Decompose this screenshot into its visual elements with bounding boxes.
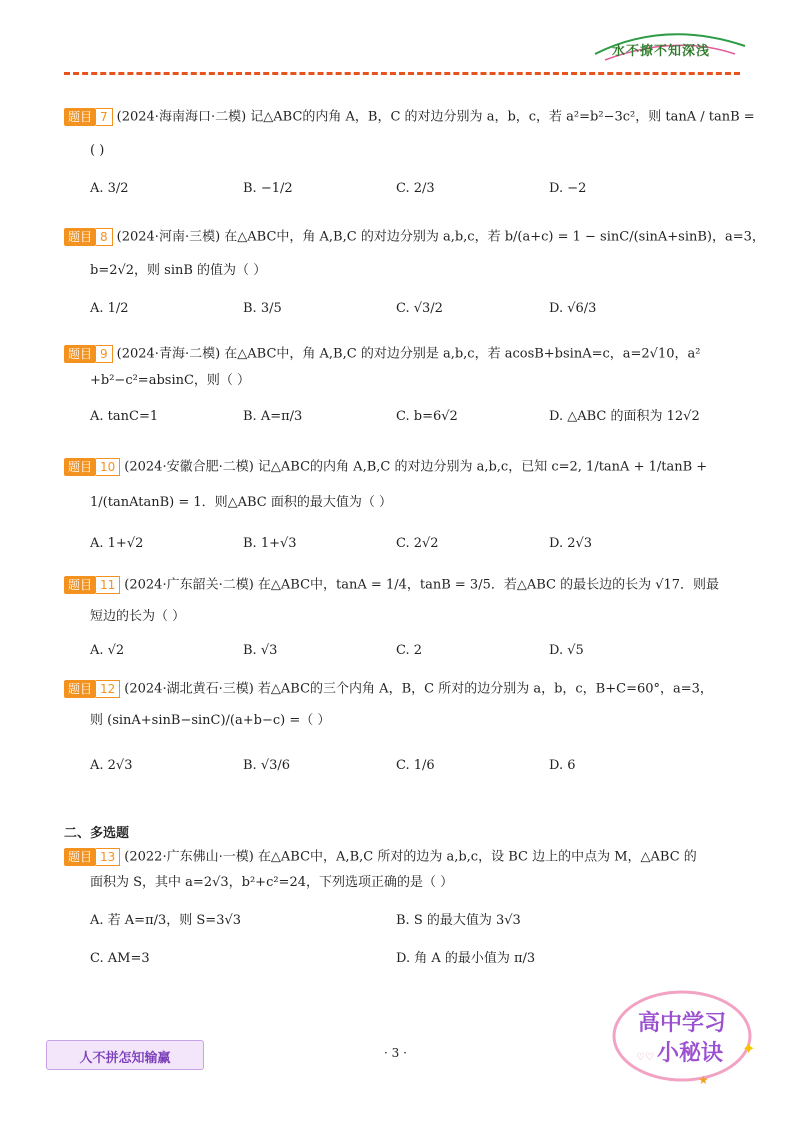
- option-c: C. 2√2: [396, 536, 439, 551]
- header-motto: 水不撩不知深浅: [612, 44, 711, 59]
- option-b: B. √3: [243, 643, 278, 658]
- question-badge: 题目: [64, 458, 96, 476]
- option-c: C. AM=3: [90, 951, 150, 966]
- question-11: 题目 11 (2024·广东韶关·二模) 在△ABC中，tanA = 1/4，tanB = 3/5．若△ABC 的最长边的长为 √17．则最: [64, 576, 719, 595]
- header-divider: [64, 72, 740, 75]
- question-text-cont: +b²−c²=absinC，则（ ）: [90, 373, 251, 388]
- question-text: (2024·青海·二模) 在△ABC中，角 A,B,C 的对边分别是 a,b,c，若 acosB+bsinA=c，a=2√10，a²: [116, 346, 701, 362]
- question-badge: 题目: [64, 576, 96, 594]
- stamp-line2: 小秘诀: [656, 1041, 724, 1066]
- option-c: C. √3/2: [396, 301, 443, 316]
- option-b: B. 3/5: [243, 301, 282, 316]
- question-text-cont: 面积为 S，其中 a=2√3，b²+c²=24，下列选项正确的是（ ）: [90, 875, 454, 890]
- option-d: D. 2√3: [549, 536, 593, 551]
- question-text: (2024·广东韶关·二模) 在△ABC中，tanA = 1/4，tanB = 3/5．若△ABC 的最长边的长为 √17．则最: [124, 577, 720, 593]
- option-b: B. −1/2: [243, 181, 293, 196]
- stamp-line1: 高中学习: [637, 1011, 727, 1036]
- option-b: B. A=π/3: [243, 409, 303, 424]
- option-a: A. tanC=1: [90, 409, 159, 424]
- question-9: 题目 9 (2024·青海·二模) 在△ABC中，角 A,B,C 的对边分别是 a,b,c，若 acosB+bsinA=c，a=2√10，a²: [64, 345, 700, 364]
- question-badge: 题目: [64, 848, 96, 866]
- page-number: · 3 ·: [384, 1046, 407, 1060]
- option-a: A. 3/2: [90, 181, 129, 196]
- question-13: 题目 13 (2022·广东佛山·一模) 在△ABC中，A,B,C 所对的边为 a,b,c，设 BC 边上的中点为 M，△ABC 的: [64, 848, 697, 867]
- question-text: (2022·广东佛山·一模) 在△ABC中，A,B,C 所对的边为 a,b,c，设 BC 边上的中点为 M，△ABC 的: [124, 849, 697, 865]
- option-b: B. √3/6: [243, 758, 291, 773]
- question-text: (2024·湖北黄石·三模) 若△ABC的三个内角 A，B，C 所对的边分别为 a，b，c，B+C=60°，a=3，: [124, 681, 713, 697]
- question-7: 题目 7 (2024·海南海口·二模) 记△ABC的内角 A，B，C 的对边分别为 a，b，c，若 a²=b²−3c²，则 tanA / tanB =: [64, 108, 755, 127]
- question-badge: 题目: [64, 108, 96, 126]
- question-text-cont: 短边的长为（ ）: [90, 609, 186, 624]
- question-text: (2024·海南海口·二模) 记△ABC的内角 A，B，C 的对边分别为 a，b，c，若 a²=b²−3c²，则 tanA / tanB =: [116, 109, 755, 125]
- option-b: B. 1+√3: [243, 536, 297, 551]
- question-text-cont: 则 (sinA+sinB−sinC)/(a+b−c) =（ ）: [90, 713, 331, 728]
- option-d: D. −2: [549, 181, 587, 196]
- option-d: D. 6: [549, 758, 576, 773]
- question-badge: 题目: [64, 345, 96, 363]
- option-c: C. 2/3: [396, 181, 435, 196]
- question-badge: 题目: [64, 228, 96, 246]
- question-text-cont: 1/(tanAtanB) = 1．则△ABC 面积的最大值为（ ）: [90, 495, 393, 510]
- question-8: 题目 8 (2024·河南·三模) 在△ABC中，角 A,B,C 的对边分别为 a,b,c，若 b/(a+c) = 1 − sinC/(sinA+sinB)，a=3，: [64, 228, 765, 247]
- option-d: D. △ABC 的面积为 12√2: [549, 409, 700, 424]
- star-icon: ✦: [742, 1039, 756, 1058]
- question-text: (2024·河南·三模) 在△ABC中，角 A,B,C 的对边分别为 a,b,c，若 b/(a+c) = 1 − sinC/(sinA+sinB)，a=3，: [116, 229, 765, 245]
- star-badge-icon: ★: [698, 1073, 709, 1086]
- section-title: 二、多选题: [64, 826, 130, 841]
- option-c: C. 2: [396, 643, 423, 658]
- option-a: A. 1/2: [90, 301, 129, 316]
- question-10: 题目 10 (2024·安徽合肥·二模) 记△ABC的内角 A,B,C 的对边分别为 a,b,c，已知 c=2, 1/tanA + 1/tanB +: [64, 458, 707, 477]
- question-badge: 题目: [64, 680, 96, 698]
- option-d: D. √5: [549, 643, 584, 658]
- heart-icon: ♡♡: [636, 1052, 654, 1063]
- footer-motto: 人不拼怎知输赢: [79, 1051, 171, 1066]
- option-d: D. 角 A 的最小值为 π/3: [396, 951, 536, 966]
- study-tips-stamp: [608, 986, 756, 1086]
- question-12: 题目 12 (2024·湖北黄石·三模) 若△ABC的三个内角 A，B，C 所对的边分别为 a，b，c，B+C=60°，a=3，: [64, 680, 713, 699]
- option-b: B. S 的最大值为 3√3: [396, 913, 521, 928]
- question-text: (2024·安徽合肥·二模) 记△ABC的内角 A,B,C 的对边分别为 a,b,c，已知 c=2, 1/tanA + 1/tanB +: [124, 459, 708, 475]
- option-a: A. √2: [90, 643, 125, 658]
- option-a: A. 2√3: [90, 758, 133, 773]
- option-c: C. 1/6: [396, 758, 435, 773]
- question-text-cont: b=2√2，则 sinB 的值为（ ）: [90, 263, 267, 278]
- option-c: C. b=6√2: [396, 409, 458, 424]
- option-a: A. 1+√2: [90, 536, 144, 551]
- question-text-cont: ( ): [90, 143, 105, 158]
- option-d: D. √6/3: [549, 301, 597, 316]
- option-a: A. 若 A=π/3，则 S=3√3: [90, 913, 242, 928]
- footer-motto-box: [46, 1040, 204, 1070]
